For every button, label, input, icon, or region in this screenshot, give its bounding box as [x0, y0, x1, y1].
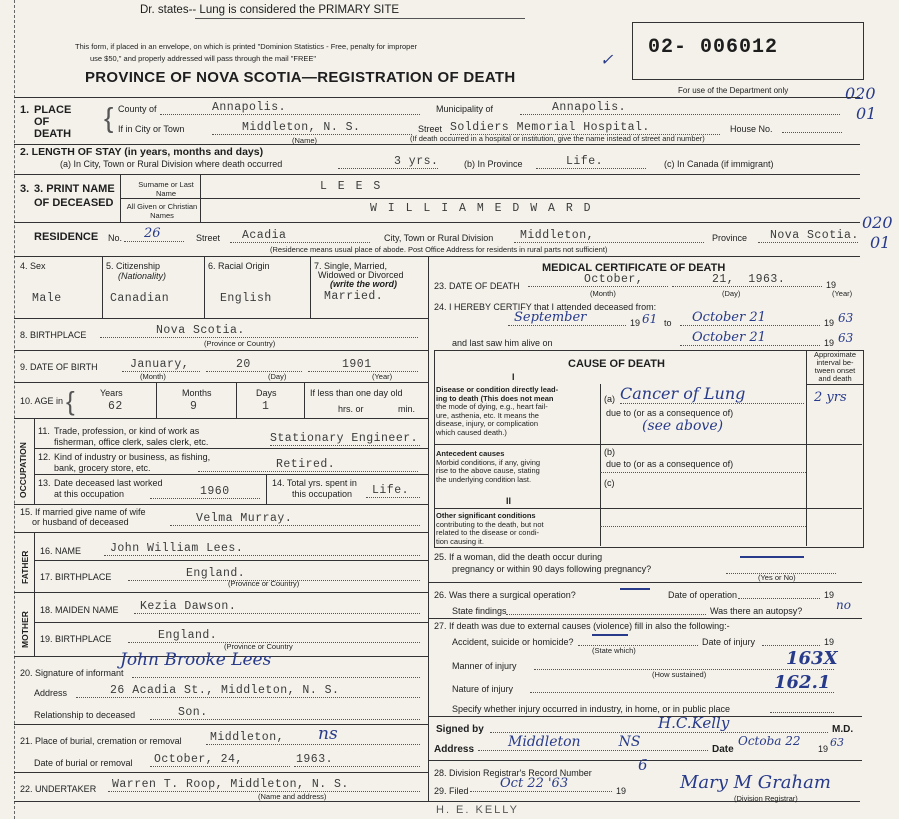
dept-code-020-b: 020	[862, 213, 893, 232]
street-label: Street	[418, 124, 443, 134]
marital-value: Married.	[324, 290, 384, 303]
q1-num: 1.	[20, 104, 30, 116]
q25-label-2: pregnancy or within 90 days following pregnancy?	[452, 564, 652, 574]
q13-num: 13.	[38, 478, 51, 488]
last-saw-prefix: 19	[824, 338, 835, 348]
burial-date: October, 24,	[150, 753, 290, 767]
father-bp-hint: (Province or Country)	[228, 579, 300, 588]
q24-label: 24. I HEREBY CERTIFY that I attended deceased from:	[434, 302, 657, 312]
residence-street: Acadia	[230, 229, 370, 243]
state-which-hint: (State which)	[592, 646, 636, 655]
mother-bp-label: 19. BIRTHPLACE	[40, 634, 112, 644]
relationship-label: Relationship to deceased	[34, 710, 136, 720]
registration-number: 02- 006012	[648, 36, 779, 59]
q26-date-label: Date of operation	[668, 590, 738, 600]
surname-label: Surname or Last Name	[138, 180, 194, 198]
findings-line	[506, 613, 706, 615]
dept-code-01-a: 01	[856, 104, 877, 123]
section-i: I	[512, 372, 515, 382]
q26-date-line	[738, 597, 820, 599]
injury-date-line	[762, 644, 820, 646]
dept-code-01-b: 01	[870, 233, 891, 252]
city-label: If in City or Town	[118, 124, 185, 134]
disease-condition-label: Disease or condition directly lead- ing to death (This does not mean the mode of dying, e.g., heart fail- ure, asthenia, etc. It means the disease, injury, or complication which caused death.)	[436, 385, 559, 437]
check-mark: ✓	[600, 50, 614, 69]
burial-year: 1963.	[294, 753, 420, 767]
section-ii: II	[506, 496, 512, 506]
dob-day-hint: (Day)	[268, 372, 287, 381]
dob-month: January,	[122, 358, 200, 372]
due-to-label-1: due to (or as a consequence of)	[606, 408, 734, 418]
injury-prefix: 19	[824, 637, 835, 647]
md-label: M.D.	[832, 724, 854, 735]
occupation-side-label: OCCUPATION	[18, 442, 28, 498]
registrar-signature: Mary M Graham	[680, 772, 831, 793]
relationship-value: Son.	[150, 706, 420, 720]
city-value: Middleton, N. S.	[212, 121, 412, 135]
years-label: Years	[100, 388, 123, 398]
death-day: 21, 1963.	[672, 273, 822, 287]
nature-code: 162.1	[774, 672, 831, 693]
q13-value: 1960	[150, 485, 260, 499]
citizenship-label-1: 5. Citizenship	[106, 261, 161, 271]
residence-note: (Residence means usual place of abode. Post Office Address for residents in rural parts not sufficient)	[270, 245, 608, 254]
stay-a-label: (a) In City, Town or Rural Division where death occurred	[60, 159, 283, 169]
record-number: 6	[638, 756, 648, 774]
cause-b-label: (b)	[604, 447, 615, 457]
racial-origin-value: English	[220, 292, 272, 305]
autopsy-value: no	[836, 598, 851, 612]
spouse-label-1: 15. If married give name of wife	[20, 507, 146, 517]
medical-cert-title: MEDICAL CERTIFICATE OF DEATH	[542, 262, 726, 274]
lt-day-label: If less than one day old	[310, 388, 403, 398]
dob-month-hint: (Month)	[140, 372, 166, 381]
citizenship-label-2: (Nationality)	[118, 271, 167, 281]
mother-maiden-label: 18. MAIDEN NAME	[40, 605, 119, 615]
house-label: House No.	[730, 124, 773, 134]
hrs-label: hrs. or	[338, 404, 364, 414]
due-to-label-2: due to (or as a consequence of)	[606, 459, 734, 469]
cert-address: Middleton NS	[478, 734, 708, 751]
residence-label: RESIDENCE	[34, 231, 99, 243]
signed-by-value: H.C.Kelly	[490, 714, 828, 733]
birthplace-hint: (Province or Country)	[204, 339, 276, 348]
house-line	[782, 131, 842, 133]
cause-c-label: (c)	[604, 478, 615, 488]
filed-prefix: 19	[616, 786, 627, 796]
injury-date-label: Date of injury	[702, 637, 756, 647]
mother-maiden: Kezia Dawson.	[134, 600, 420, 614]
burial-label: 21. Place of burial, cremation or removal	[20, 736, 182, 746]
print-name-label: 3. PRINT NAME OF DECEASED	[34, 183, 115, 209]
undertaker-value: Warren T. Roop, Middleton, N. S.	[108, 778, 420, 792]
county-value: Annapolis.	[160, 101, 420, 115]
q14-value: Life.	[366, 484, 420, 498]
q3-num: 3.	[20, 183, 30, 195]
given-name-label: All Given or Christian Names	[126, 202, 198, 220]
dob-year-hint: (Year)	[372, 372, 393, 381]
residence-province: Nova Scotia.	[758, 229, 858, 243]
burial-date-label: Date of burial or removal	[34, 758, 133, 768]
antecedent-causes-label: Antecedent causes Morbid conditions, if any, giving rise to the above cause, stating the underlying condition last.	[436, 449, 541, 484]
accident-dash	[592, 634, 628, 636]
sex-value: Male	[32, 292, 62, 305]
q25-hint: (Yes or No)	[758, 573, 796, 582]
dr-note-underline	[195, 18, 525, 19]
cause-a-label: (a)	[604, 394, 615, 404]
residence-city-label: City, Town or Rural Division	[384, 233, 494, 243]
to-label: to	[664, 318, 672, 328]
mother-side-label: MOTHER	[20, 611, 30, 648]
findings-label: State findings	[452, 606, 507, 616]
q26-dash	[620, 588, 650, 590]
manner-label: Manner of injury	[452, 661, 517, 671]
q13-label-1: Date deceased last worked	[54, 478, 163, 488]
burial-mark: ns	[318, 724, 338, 744]
q29-label: 29. Filed	[434, 786, 469, 796]
municipality-value: Annapolis.	[520, 101, 840, 115]
given-name-value: W I L L I A M E D W A R D	[370, 202, 593, 215]
marital-label-1: 7. Single, Married,	[314, 261, 388, 271]
hospital-note: (If death occurred in a hospital or institution, give the name instead of street and number)	[410, 134, 705, 143]
attended-from: September	[508, 310, 626, 326]
mother-bp-hint: (Province or Country	[224, 642, 293, 651]
age-months: 9	[190, 400, 198, 413]
death-year-prefix: 19	[826, 280, 837, 290]
cert-date: Octoba 22	[738, 734, 801, 748]
informant-address: 26 Acadia St., Middleton, N. S.	[76, 684, 420, 698]
city-hint: (Name)	[292, 136, 318, 145]
mother-bp: England.	[128, 629, 420, 643]
attended-to-prefix: 19	[824, 318, 835, 328]
attended-to-yr: 63	[838, 311, 854, 325]
q11-num: 11.	[38, 426, 50, 436]
father-name-label: 16. NAME	[40, 546, 82, 556]
q13-label-2: at this occupation	[54, 489, 125, 499]
age-days: 1	[262, 400, 270, 413]
q26-prefix: 19	[824, 590, 835, 600]
dob-label: 9. DATE OF BIRTH	[20, 362, 98, 372]
manner-code: 163X	[786, 648, 838, 669]
cert-date-label: Date	[712, 744, 734, 755]
father-name: John William Lees.	[104, 542, 420, 556]
informant-label: 20. Signature of informant	[20, 668, 124, 678]
burial-place: Middleton,	[206, 731, 420, 745]
father-bp: England.	[128, 567, 420, 581]
cert-prefix: 19	[818, 744, 829, 754]
cert-address-label: Address	[434, 744, 475, 755]
q14-label-1: 14. Total yrs. spent in	[272, 478, 357, 488]
department-use-label: For use of the Department only	[678, 86, 789, 95]
envelope-note-1: This form, if placed in an envelope, on which is printed "Dominion Statistics - Free, penalty for improper	[75, 42, 417, 51]
accident-label: Accident, suicide or homicide?	[452, 637, 574, 647]
birthplace-value: Nova Scotia.	[100, 324, 418, 338]
stay-a-value: 3 yrs.	[338, 155, 438, 169]
age-brace: {	[66, 386, 75, 416]
age-years: 62	[108, 400, 123, 413]
nature-label: Nature of injury	[452, 684, 514, 694]
spouse-label-2: or husband of deceased	[32, 517, 129, 527]
envelope-note-2: use $50," and properly addressed will pass through the mail "FREE"	[90, 54, 317, 63]
residence-street-label: Street	[196, 233, 221, 243]
last-saw-value: October 21	[680, 330, 820, 346]
informant-sig-line	[132, 676, 420, 678]
q27-label: 27. If death was due to external causes (violence) fill in also the following:-	[434, 621, 730, 631]
cod-title: CAUSE OF DEATH	[568, 358, 665, 370]
q12-num: 12.	[38, 452, 51, 462]
left-margin-line	[14, 0, 15, 819]
residence-no-label: No.	[108, 233, 123, 243]
q25-label-1: 25. If a woman, did the death occur during	[434, 552, 603, 562]
q11-value: Stationary Engineer.	[270, 432, 419, 445]
dept-code-020-a: 020	[845, 84, 876, 103]
stay-b-label: (b) In Province	[464, 159, 523, 169]
father-bp-label: 17. BIRTHPLACE	[40, 572, 112, 582]
interval-header: Approximate interval be- tween onset and death	[813, 350, 857, 383]
filed-date: Oct 22 '63	[470, 776, 612, 792]
q26-label: 26. Was there a surgical operation?	[434, 590, 576, 600]
kelly-stamp: H. E. KELLY	[436, 804, 519, 816]
informant-address-label: Address	[34, 688, 68, 698]
registrar-hint: (Division Registrar)	[734, 794, 798, 803]
death-month: October,	[528, 273, 668, 287]
days-label: Days	[256, 388, 277, 398]
attended-from-yr: 61	[642, 312, 658, 326]
stay-b-value: Life.	[536, 155, 646, 169]
spouse-value: Velma Murray.	[170, 512, 420, 526]
dr-note: Dr. states-- Lung is considered the PRIMARY SITE	[140, 4, 400, 16]
industry-line	[770, 711, 834, 713]
q14-label-2: this occupation	[292, 489, 353, 499]
industry-label: Specify whether injury occurred in industry, in home, or in public place	[452, 704, 730, 714]
signed-by-label: Signed by	[436, 724, 484, 735]
how-hint: (How sustained)	[652, 670, 707, 679]
death-month-hint: (Month)	[590, 289, 616, 298]
interval-a-value: 2 yrs	[814, 390, 847, 405]
last-saw-label: and last saw him alive on	[452, 338, 553, 348]
age-label: 10. AGE in	[20, 396, 64, 406]
see-above-note: (see above)	[642, 418, 724, 434]
form-title: PROVINCE OF NOVA SCOTIA—REGISTRATION OF DEATH	[85, 69, 516, 86]
attended-to: October 21	[680, 310, 820, 326]
cert-year: 63	[830, 736, 844, 749]
residence-no: 26	[124, 226, 184, 242]
cause-a-value: Cancer of Lung	[620, 384, 804, 404]
citizenship-value: Canadian	[110, 292, 170, 305]
street-value: Soldiers Memorial Hospital.	[450, 121, 720, 135]
other-conditions-label: Other significant conditions contributing to the death, but not related to the disease or condi- tion causing it.	[436, 511, 544, 546]
q28-label: 28. Division Registrar's Record Number	[434, 768, 592, 778]
death-day-hint: (Day)	[722, 289, 741, 298]
municipality-label: Municipality of	[436, 104, 494, 114]
marital-label-3: (write the word)	[330, 279, 397, 289]
place-brace: {	[104, 102, 114, 133]
q12-label-1: Kind of industry or business, as fishing,	[54, 452, 211, 462]
death-year-hint: (Year)	[832, 289, 853, 298]
sex-label: 4. Sex	[20, 261, 46, 271]
father-side-label: FATHER	[20, 550, 30, 584]
q11-label-2: fisherman, office clerk, sales clerk, etc.	[54, 437, 209, 447]
min-label: min.	[398, 404, 416, 414]
racial-origin-label: 6. Racial Origin	[208, 261, 270, 271]
stay-c-label: (c) In Canada (if immigrant)	[664, 159, 774, 169]
autopsy-label: Was there an autopsy?	[710, 606, 803, 616]
informant-signature: John Brooke Lees	[120, 650, 272, 670]
attended-from-prefix: 19	[630, 318, 641, 328]
marital-label-2: Widowed or Divorced	[318, 270, 404, 280]
dob-day: 20	[206, 358, 302, 372]
undertaker-hint: (Name and address)	[258, 792, 327, 801]
place-of-death-label: PLACE OF DEATH	[34, 104, 72, 140]
months-label: Months	[182, 388, 212, 398]
dob-year: 1901	[308, 358, 418, 372]
residence-province-label: Province	[712, 233, 748, 243]
birthplace-label: 8. BIRTHPLACE	[20, 330, 87, 340]
county-label: County of	[118, 104, 157, 114]
last-saw-yr: 63	[838, 331, 854, 345]
q12-label-2: bank, grocery store, etc.	[54, 463, 151, 473]
q12-value: Retired.	[198, 458, 418, 472]
q25-dash	[740, 556, 804, 558]
q23-label: 23. DATE OF DEATH	[434, 281, 520, 291]
residence-city: Middleton,	[514, 229, 704, 243]
surname-value: L E E S	[320, 180, 383, 193]
undertaker-label: 22. UNDERTAKER	[20, 784, 97, 794]
q11-label-1: Trade, profession, or kind of work as	[54, 426, 200, 436]
stay-label: 2. LENGTH OF STAY (in years, months and days)	[20, 146, 264, 158]
